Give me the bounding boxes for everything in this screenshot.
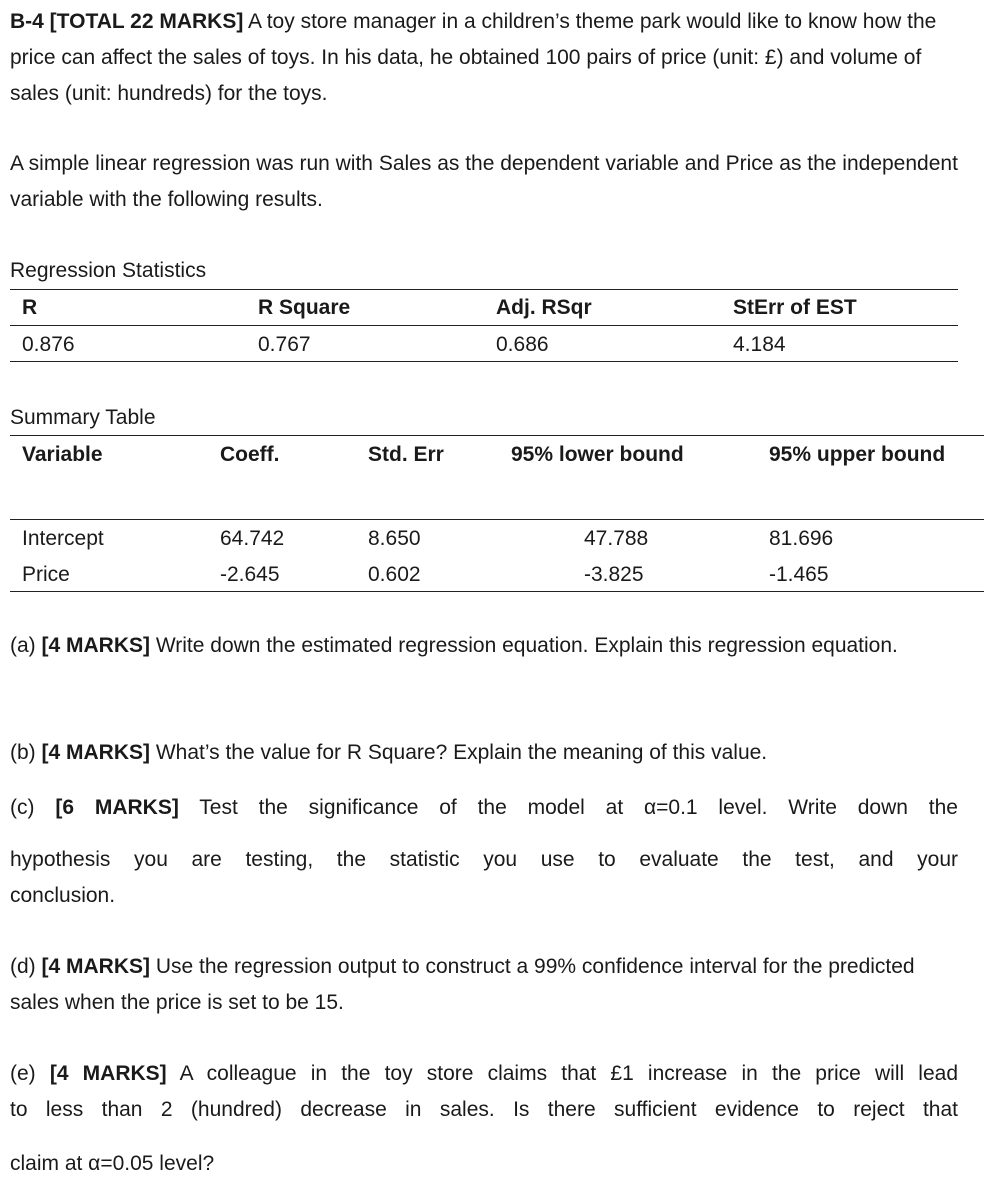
question-a-marks: [4 MARKS]	[41, 634, 150, 657]
question-e-line-3: claim at α=0.05 level?	[10, 1152, 215, 1175]
setup-paragraph: A simple linear regression was run with Sales as the dependent variable and Price as the independent variable with the following results.	[10, 152, 958, 211]
intro-text: A toy store manager in a children’s theme park would like to know how the price can affect the sales of toys. In his data, he obtained 100 pairs of price (unit: £) and volume of sales (unit: hundreds) for the toys.	[10, 10, 937, 105]
header-coeff: Coeff.	[220, 443, 280, 466]
row-price-upper: -1.465	[769, 563, 829, 586]
question-d-text: Use the regression output to construct a 99% confidence interval for the predicted sales when the price is set to be 15.	[10, 955, 915, 1014]
question-c-line-3: conclusion.	[10, 884, 116, 907]
summary-table-caption: Summary Table	[10, 406, 156, 429]
row-intercept-lower: 47.788	[584, 527, 649, 550]
row-price-coeff: -2.645	[220, 563, 280, 586]
question-a-prefix: (a)	[10, 634, 42, 657]
question-c-text-1: Test the significance of the model at α=0.1 level. Write down the	[178, 796, 958, 819]
header-r: R	[22, 296, 38, 319]
question-e-line-1	[10, 1056, 958, 1092]
row-price-variable: Price	[22, 563, 70, 586]
regression-stats-mid-rule	[10, 325, 958, 326]
question-c-prefix: (c)	[10, 796, 56, 819]
header-std-err: Std. Err	[368, 443, 444, 466]
row-intercept-coeff: 64.742	[220, 527, 285, 550]
intro-paragraph	[10, 4, 958, 112]
row-intercept-upper: 81.696	[769, 527, 834, 550]
question-e-text-1: A colleague in the toy store claims that £1 increase in the price will lead	[166, 1062, 959, 1085]
question-e-marks: [4 MARKS]	[49, 1062, 167, 1085]
value-sterr-of-est: 4.184	[733, 333, 786, 356]
regression-stats-caption: Regression Statistics	[10, 259, 207, 282]
regression-stats-bottom-rule	[10, 361, 958, 362]
question-b-prefix: (b)	[10, 741, 42, 764]
header-r-square: R Square	[258, 296, 351, 319]
value-r: 0.876	[22, 333, 75, 356]
header-variable: Variable	[22, 443, 103, 466]
header-sterr-of-est: StErr of EST	[733, 296, 857, 319]
question-a	[10, 628, 958, 664]
question-c-marks: [6 MARKS]	[55, 796, 179, 819]
question-b-text: What’s the value for R Square? Explain the meaning of this value.	[150, 741, 768, 764]
header-adj-rsqr: Adj. RSqr	[496, 296, 592, 319]
header-upper-bound: 95% upper bound	[769, 443, 946, 466]
row-price-lower: -3.825	[584, 563, 644, 586]
question-d	[10, 949, 958, 1021]
value-adj-rsqr: 0.686	[496, 333, 549, 356]
question-b	[10, 735, 958, 771]
question-c-line-1	[10, 790, 958, 826]
row-intercept-variable: Intercept	[22, 527, 104, 550]
regression-stats-top-rule	[10, 289, 958, 290]
question-c-line-2: hypothesis you are testing, the statistic you use to evaluate the test, and your	[10, 848, 958, 871]
summary-table-mid-rule	[10, 519, 984, 520]
question-d-prefix: (d)	[10, 955, 42, 978]
row-intercept-std-err: 8.650	[368, 527, 421, 550]
row-price-std-err: 0.602	[368, 563, 421, 586]
summary-table-bottom-rule	[10, 591, 984, 592]
value-r-square: 0.767	[258, 333, 311, 356]
question-b-marks: [4 MARKS]	[41, 741, 150, 764]
header-lower-bound: 95% lower bound	[511, 443, 684, 466]
question-a-text: Write down the estimated regression equation. Explain this regression equation.	[150, 634, 898, 657]
question-e-line-2: to less than 2 (hundred) decrease in sales. Is there sufficient evidence to reject that	[10, 1098, 958, 1121]
question-label: B-4 [TOTAL 22 MARKS]	[10, 10, 244, 33]
question-e-prefix: (e)	[10, 1062, 50, 1085]
question-d-marks: [4 MARKS]	[41, 955, 150, 978]
summary-table-top-rule	[10, 435, 984, 436]
